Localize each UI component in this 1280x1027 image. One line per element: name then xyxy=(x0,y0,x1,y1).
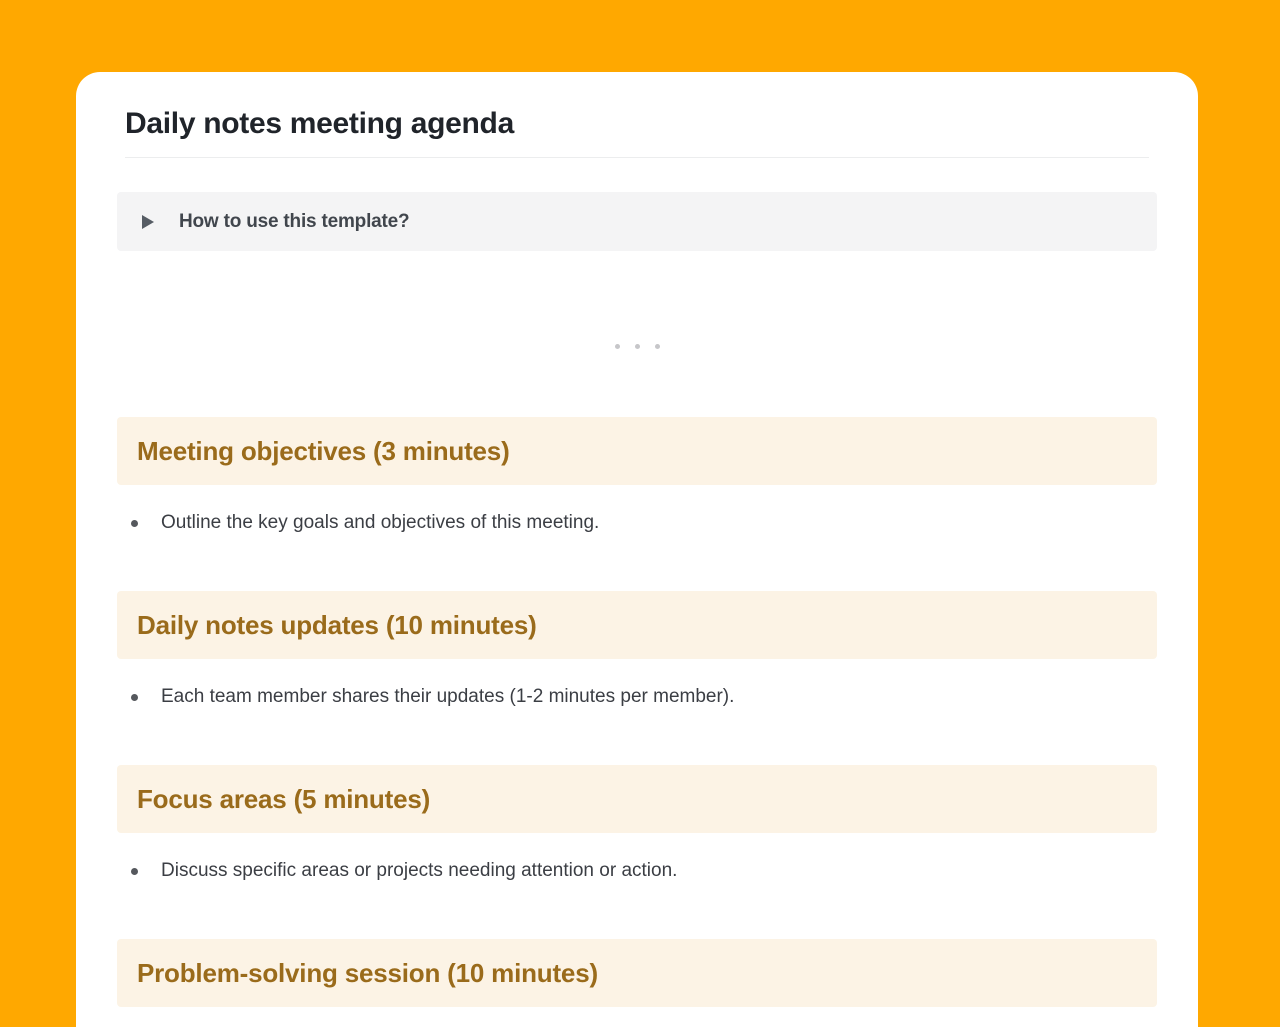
bullet-item[interactable] xyxy=(117,682,1157,712)
bullet-dot-icon xyxy=(131,694,138,701)
section-heading-meeting-objectives[interactable] xyxy=(117,417,1157,485)
title-divider xyxy=(125,157,1149,158)
toggle-label: How to use this template? xyxy=(179,210,410,232)
section-heading-focus-areas[interactable] xyxy=(117,765,1157,833)
bullet-item[interactable] xyxy=(117,508,1157,538)
document-content xyxy=(76,72,1198,1007)
section-heading-problem-solving[interactable] xyxy=(117,939,1157,1007)
bullet-text: Each team member shares their updates (1-2 minutes per member). xyxy=(161,686,735,707)
section-heading-text: Focus areas (5 minutes) xyxy=(137,783,431,814)
bullet-dot-icon xyxy=(131,868,138,875)
section-meeting-objectives xyxy=(117,417,1157,538)
page-title[interactable]: Daily notes meeting agenda xyxy=(125,107,514,140)
bullet-text: Discuss specific areas or projects needing attention or action. xyxy=(161,860,678,881)
section-heading-daily-notes-updates[interactable] xyxy=(117,591,1157,659)
dot-icon xyxy=(615,344,620,349)
document-card xyxy=(76,72,1198,1027)
section-heading-text: Problem-solving session (10 minutes) xyxy=(137,957,598,988)
bullet-text: Outline the key goals and objectives of this meeting. xyxy=(161,512,600,533)
bullet-item[interactable] xyxy=(117,856,1157,886)
toggle-how-to-use[interactable] xyxy=(117,192,1157,251)
section-focus-areas xyxy=(117,765,1157,886)
triangle-right-icon[interactable] xyxy=(142,215,154,229)
dot-icon xyxy=(635,344,640,349)
bullet-dot-icon xyxy=(131,520,138,527)
section-problem-solving xyxy=(117,939,1157,1007)
section-daily-notes-updates xyxy=(117,591,1157,712)
section-heading-text: Daily notes updates (10 minutes) xyxy=(137,609,537,640)
section-heading-text: Meeting objectives (3 minutes) xyxy=(137,435,510,466)
ellipsis-divider xyxy=(117,251,1157,417)
dot-icon xyxy=(655,344,660,349)
